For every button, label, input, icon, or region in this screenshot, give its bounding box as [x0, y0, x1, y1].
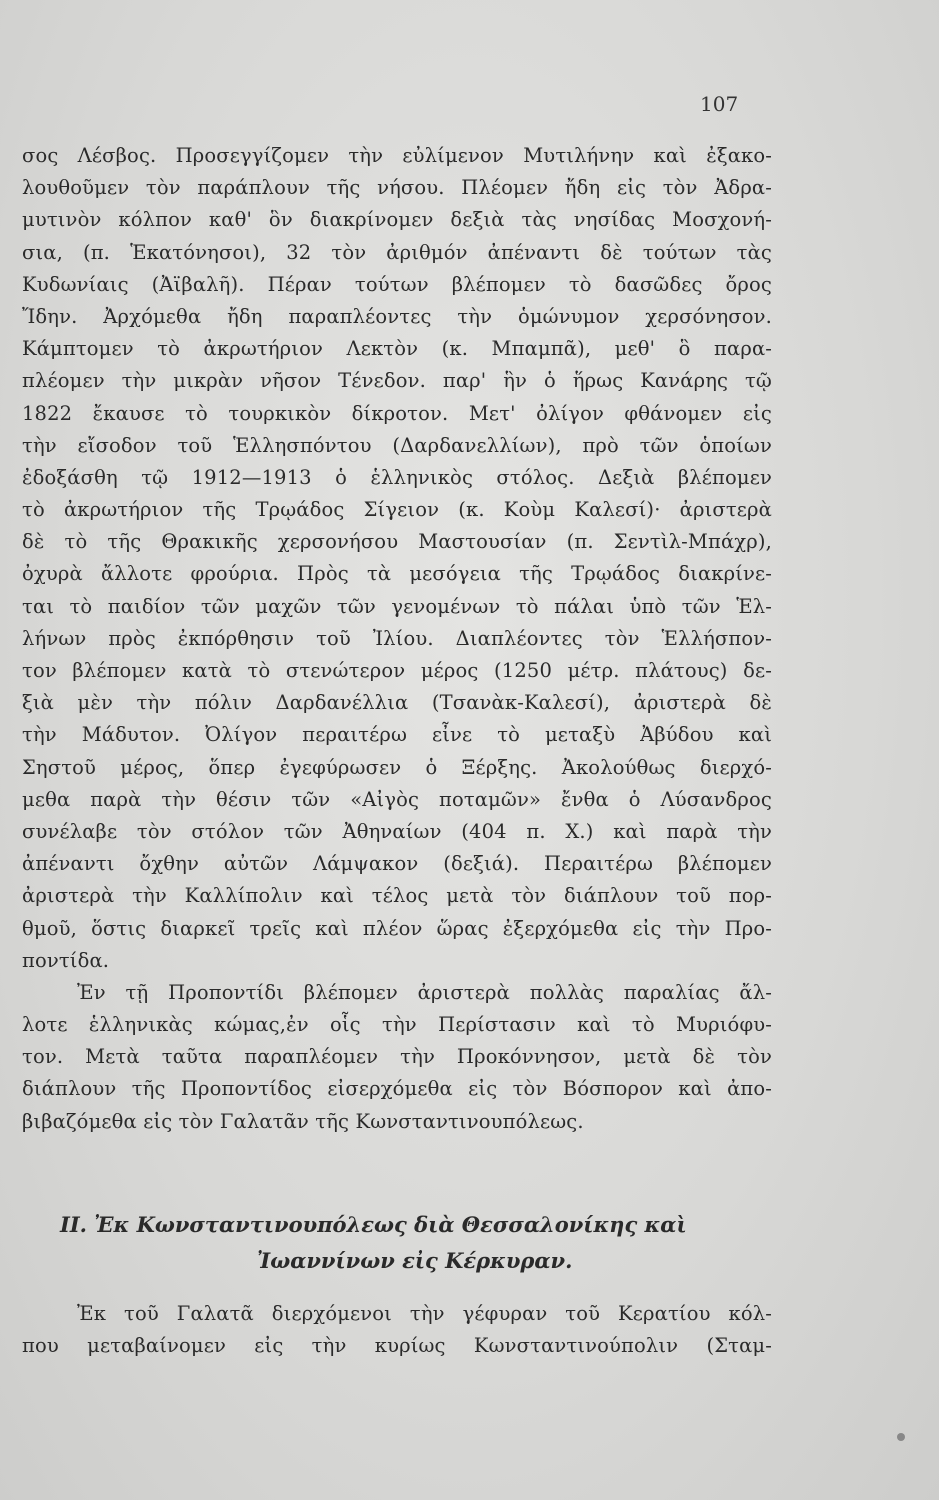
text-line: τὸ ἀκρωτήριον τῆς Τρῳάδος Σίγειον (κ. Κοὺμ Καλεσί)· ἀριστερὰ: [22, 498, 772, 522]
text-line: λήνων πρὸς ἐκπόρθησιν τοῦ Ἰλίου. Διαπλέοντες τὸν Ἑλλήσπον-: [22, 626, 772, 650]
text-line: σος Λέσβος. Προσεγγίζομεν τὴν εὐλίμενον Μυτιλήνην καὶ ἐξακο-: [22, 144, 772, 167]
body-text-continued: [22, 1298, 772, 1362]
text-line: τον βλέπομεν κατὰ τὸ στενώτερον μέρος (1250 μέτρ. πλάτους) δε-: [22, 659, 772, 682]
text-line: Σηστοῦ μέρος, ὅπερ ἐγεφύρωσεν ὁ Ξέρξης. Ἀκολούθως διερχό-: [22, 755, 772, 779]
text-line: που μεταβαίνομεν εἰς τὴν κυρίως Κωνσταντινούπολιν (Σταμ-: [22, 1334, 772, 1358]
text-line: Κάμπτομεν τὸ ἀκρωτήριον Λεκτὸν (κ. Μπαμπᾶ), μεθ' ὃ παρα-: [22, 337, 772, 361]
text-line: ἀπέναντι ὄχθην αὐτῶν Λάμψακον (δεξιά). Περαιτέρω βλέπομεν: [22, 852, 772, 876]
text-line: Ἐκ τοῦ Γαλατᾶ διερχόμενοι τὴν γέφυραν τοῦ Κερατίου κόλ-: [77, 1302, 772, 1325]
text-line: σια, (π. Ἑκατόνησοι), 32 τὸν ἀριθμόν ἀπέναντι δὲ τούτων τὰς: [22, 240, 772, 264]
text-line: τὴν εἴσοδον τοῦ Ἑλλησπόντου (Δαρδανελλίων), πρὸ τῶν ὁποίων: [22, 433, 772, 457]
text-line: ξιὰ μὲν τὴν πόλιν Δαρδανέλλια (Τσανὰκ-Καλεσί), ἀριστερὰ δὲ: [22, 691, 772, 715]
text-line: τον. Μετὰ ταῦτα παραπλέομεν τὴν Προκόννησον, μετὰ δὲ τὸν: [22, 1045, 772, 1069]
text-line: διάπλουν τῆς Προποντίδος εἰσερχόμεθα εἰς τὸν Βόσπορον καὶ ἀπο-: [22, 1077, 772, 1101]
text-line: μυτινὸν κόλπον καθ' ὃν διακρίνομεν δεξιὰ τὰς νησίδας Μοσχονή-: [22, 208, 772, 232]
text-line: πλέομεν τὴν μικρὰν νῆσον Τένεδον. παρ' ἣν ὁ ἥρως Κανάρης τῷ: [22, 369, 772, 393]
heading-line: ΙΙ. Ἐκ Κωνσταντινουπόλεως διὰ Θεσσαλονίκης καὶ: [60, 1212, 687, 1237]
text-line: βιβαζόμεθα εἰς τὸν Γαλατᾶν τῆς Κωνσταντινουπόλεως.: [22, 1109, 584, 1133]
text-line: Ἐν τῇ Προποντίδι βλέπομεν ἀριστερὰ πολλὰς παραλίας ἄλ-: [77, 980, 772, 1004]
text-line: λοτε ἑλληνικὰς κώμας,ἐν οἷς τὴν Περίστασιν καὶ τὸ Μυριόφυ-: [22, 1013, 772, 1037]
heading-line: Ἰωαννίνων εἰς Κέρκυραν.: [257, 1248, 573, 1273]
text-line: μεθα παρὰ τὴν θέσιν τῶν «Αἰγὸς ποταμῶν» ἔνθα ὁ Λύσανδρος: [22, 787, 772, 811]
page-number: 107: [700, 92, 739, 116]
text-line: συνέλαβε τὸν στόλον τῶν Ἀθηναίων (404 π. Χ.) καὶ παρὰ τὴν: [22, 819, 772, 843]
text-line: τὴν Μάδυτον. Ὀλίγον περαιτέρω εἶνε τὸ μεταξὺ Ἀβύδου καὶ: [22, 723, 772, 747]
text-line: ται τὸ παιδίον τῶν μαχῶν τῶν γενομένων τὸ πάλαι ὑπὸ τῶν Ἑλ-: [22, 594, 772, 618]
text-line: Κυδωνίαις (Ἀϊβαλῆ). Πέραν τούτων βλέπομεν τὸ δασῶδες ὄρος: [22, 272, 772, 296]
text-line: θμοῦ, ὅστις διαρκεῖ τρεῖς καὶ πλέον ὥρας ἐξερχόμεθα εἰς τὴν Προ-: [22, 916, 772, 940]
text-line: ποντίδα.: [22, 948, 110, 972]
section-heading: [60, 1207, 750, 1279]
text-line: ἐδοξάσθη τῷ 1912—1913 ὁ ἑλληνικὸς στόλος. Δεξιὰ βλέπομεν: [22, 465, 772, 489]
body-text: [22, 140, 772, 1138]
text-line: δὲ τὸ τῆς Θρακικῆς χερσονήσου Μαστουσίαν (π. Σεντὶλ-Μπάχρ),: [22, 530, 772, 554]
text-line: Ἴδην. Ἀρχόμεθα ἤδη παραπλέοντες τὴν ὁμώνυμον χερσόνησον.: [22, 304, 772, 328]
text-line: ὀχυρὰ ἄλλοτε φρούρια. Πρὸς τὰ μεσόγεια τῆς Τρῳάδος διακρίνε-: [22, 562, 772, 586]
text-line: λουθοῦμεν τὸν παράπλουν τῆς νήσου. Πλέομεν ἤδη εἰς τὸν Ἀδρα-: [22, 176, 772, 200]
text-line: ἀριστερὰ τὴν Καλλίπολιν καὶ τέλος μετὰ τὸν διάπλουν τοῦ πορ-: [22, 884, 772, 908]
text-line: 1822 ἔκαυσε τὸ τουρκικὸν δίκροτον. Μετ' ὀλίγον φθάνομεν εἰς: [22, 401, 772, 425]
ink-spot: [897, 1433, 905, 1441]
